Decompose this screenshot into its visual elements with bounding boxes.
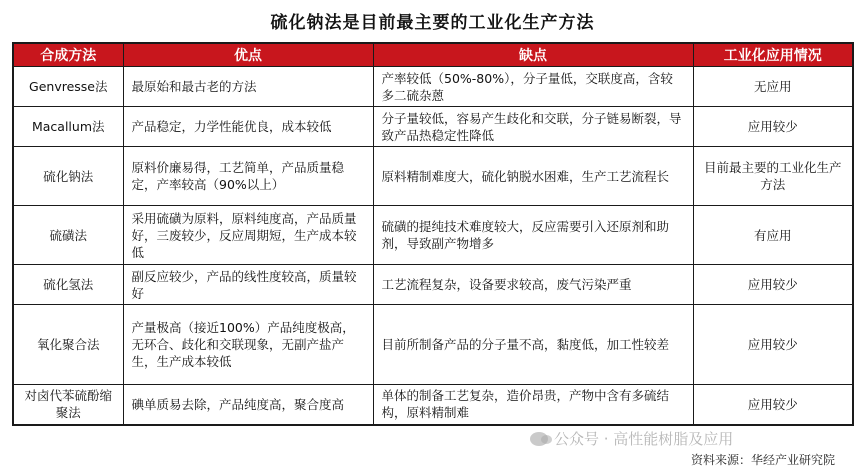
- advantages-cell: 原料价廉易得，工艺简单，产品质量稳定，产率较高（90%以上）: [123, 147, 373, 206]
- watermark-text: 公众号 · 高性能树脂及应用: [554, 430, 734, 448]
- advantages-cell: 产量极高（接近100%）产品纯度极高，无环合、歧化和交联现象，无副产盐产生，生产成本较低: [123, 305, 373, 385]
- advantages-cell: 产品稳定，力学性能优良，成本较低: [123, 107, 373, 147]
- application-cell: 应用较少: [693, 305, 853, 385]
- application-cell: 应用较少: [693, 385, 853, 425]
- page-title: 硫化钠法是目前最主要的工业化生产方法: [270, 13, 595, 33]
- application-cell: 目前最主要的工业化生产方法: [693, 147, 853, 206]
- table-row: [13, 107, 853, 147]
- application-cell: 有应用: [693, 206, 853, 265]
- table-header-row: [13, 43, 853, 67]
- application-cell: 应用较少: [693, 265, 853, 305]
- method-cell: Macallum法: [13, 107, 123, 147]
- method-cell: 对卤代苯硫酚缩聚法: [13, 385, 123, 425]
- table-row: [13, 265, 853, 305]
- header-method: 合成方法: [13, 43, 123, 67]
- advantages-cell: 采用硫磺为原料，原料纯度高，产品质量好，三废较少，反应周期短，生产成本较低: [123, 206, 373, 265]
- table-row: [13, 206, 853, 265]
- method-cell: 硫磺法: [13, 206, 123, 265]
- source-note: 资料来源：华经产业研究院: [690, 453, 835, 467]
- table-row: [13, 385, 853, 425]
- application-cell: 无应用: [693, 67, 853, 107]
- header-disadvantages: 缺点: [373, 43, 693, 67]
- disadvantages-cell: 目前所制备产品的分子量不高，黏度低，加工性较差: [373, 305, 693, 385]
- advantages-cell: 副反应较少，产品的线性度较高，质量较好: [123, 265, 373, 305]
- method-cell: 硫化钠法: [13, 147, 123, 206]
- application-cell: 应用较少: [693, 107, 853, 147]
- header-advantages: 优点: [123, 43, 373, 67]
- watermark: [530, 428, 733, 449]
- disadvantages-cell: 单体的制备工艺复杂，造价昂贵，产物中含有多硫结构，原料精制难: [373, 385, 693, 425]
- disadvantages-cell: 原料精制难度大，硫化钠脱水困难，生产工艺流程长: [373, 147, 693, 206]
- disadvantages-cell: 工艺流程复杂，设备要求较高，废气污染严重: [373, 265, 693, 305]
- method-cell: Genvresse法: [13, 67, 123, 107]
- method-cell: 氧化聚合法: [13, 305, 123, 385]
- methods-table: [12, 42, 854, 426]
- disadvantages-cell: 分子量较低，容易产生歧化和交联，分子链易断裂，导致产品热稳定性降低: [373, 107, 693, 147]
- method-cell: 硫化氢法: [13, 265, 123, 305]
- table-row: [13, 305, 853, 385]
- table-row: [13, 147, 853, 206]
- disadvantages-cell: 硫磺的提纯技术难度较大，反应需要引入还原剂和助剂，导致副产物增多: [373, 206, 693, 265]
- header-application: 工业化应用情况: [693, 43, 853, 67]
- table-row: [13, 67, 853, 107]
- wechat-icon: [530, 432, 548, 446]
- advantages-cell: 碘单质易去除，产品纯度高，聚合度高: [123, 385, 373, 425]
- disadvantages-cell: 产率较低（50%-80%），分子量低，交联度高，含较多二硫杂蒽: [373, 67, 693, 107]
- advantages-cell: 最原始和最古老的方法: [123, 67, 373, 107]
